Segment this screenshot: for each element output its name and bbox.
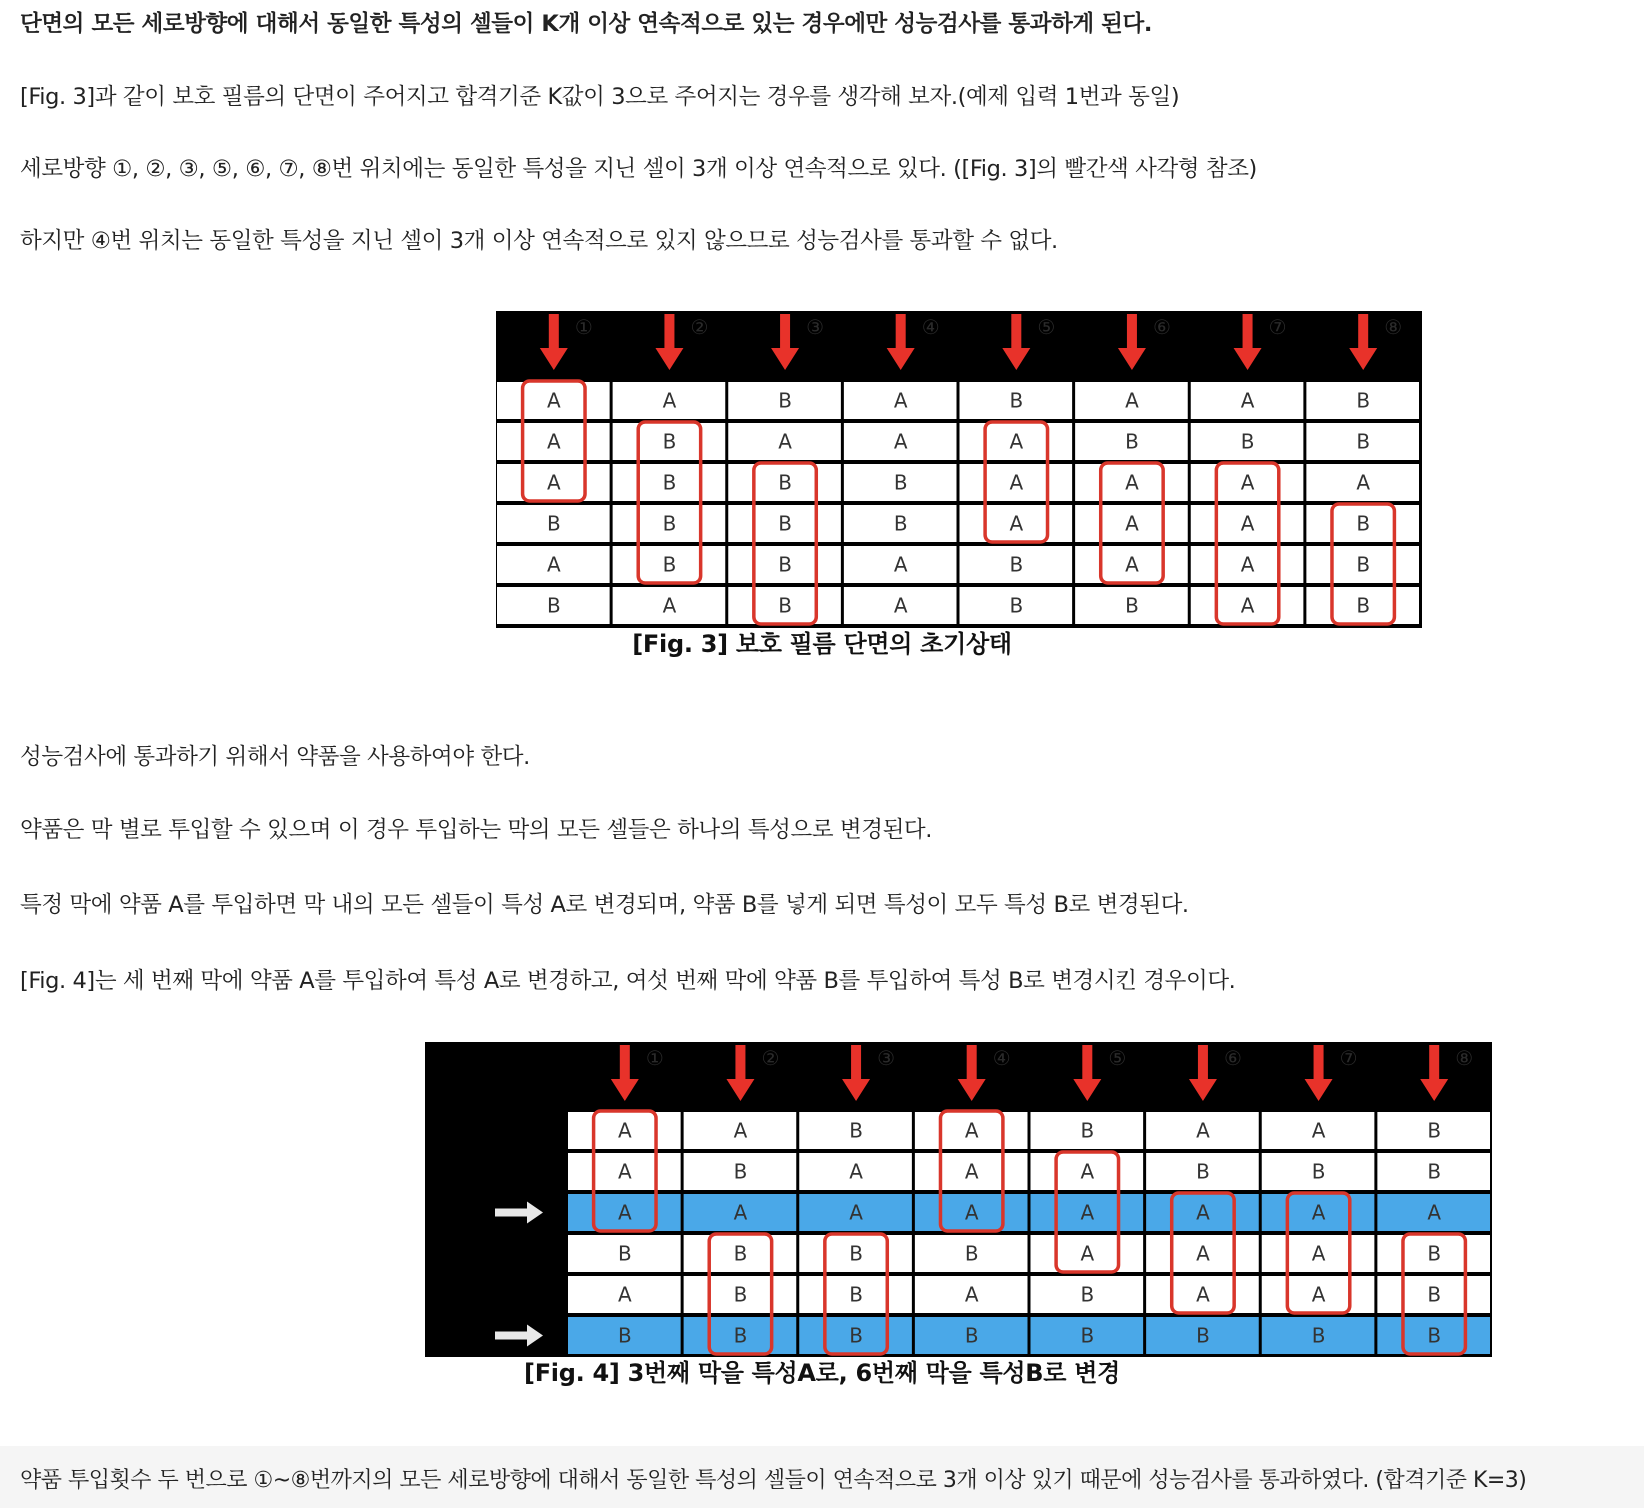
grid-cell-label: B bbox=[964, 1323, 979, 1348]
grid-cell-label: A bbox=[1125, 552, 1139, 577]
down-arrow-icon bbox=[540, 314, 568, 370]
column-marker-label: ⑥ bbox=[1152, 315, 1171, 339]
column-4-marker bbox=[958, 1045, 1011, 1101]
grid-cell-label: B bbox=[778, 511, 792, 536]
grid-cell-label: B bbox=[849, 1323, 863, 1348]
grid-cell-label: A bbox=[849, 1159, 863, 1184]
grid-cell-label: B bbox=[662, 511, 677, 536]
grid-cell-label: A bbox=[1311, 1118, 1326, 1143]
film-layer-row bbox=[497, 505, 1419, 542]
grid-cell-label: A bbox=[1240, 593, 1255, 618]
paragraph-chemical-layer: 약품은 막 별로 투입할 수 있으며 이 경우 투입하는 막의 모든 셀들은 하나의 특성으로 변경된다. bbox=[20, 817, 933, 843]
grid-cell-label: B bbox=[1009, 552, 1024, 577]
column-3-marker bbox=[771, 314, 824, 370]
grid-cell-label: B bbox=[1080, 1282, 1095, 1307]
down-arrow-icon bbox=[887, 314, 915, 370]
grid-cell-label: B bbox=[1009, 388, 1024, 413]
grid-cell-label: B bbox=[733, 1159, 748, 1184]
film-layer-row bbox=[568, 1235, 1490, 1272]
grid-cell-label: B bbox=[1311, 1323, 1326, 1348]
film-layer-row bbox=[497, 546, 1419, 583]
grid-cell-label: A bbox=[662, 388, 677, 413]
grid-cell-label: A bbox=[733, 1118, 748, 1143]
down-arrow-icon bbox=[655, 314, 683, 370]
grid-cell-label: A bbox=[733, 1200, 748, 1225]
grid-cell-label: A bbox=[1240, 470, 1255, 495]
grid-cell-label: B bbox=[1427, 1241, 1442, 1266]
film-layer-row bbox=[497, 587, 1419, 624]
grid-cell-label: B bbox=[849, 1282, 863, 1307]
down-arrow-icon bbox=[1305, 1045, 1333, 1101]
column-5-marker bbox=[1073, 1045, 1126, 1101]
column-7-marker bbox=[1234, 314, 1287, 370]
grid-cell-label: A bbox=[1240, 511, 1255, 536]
down-arrow-icon bbox=[726, 1045, 754, 1101]
down-arrow-icon bbox=[611, 1045, 639, 1101]
grid-cell-label: B bbox=[849, 1241, 863, 1266]
grid-cell-label: A bbox=[546, 552, 561, 577]
right-arrow-icon bbox=[495, 1202, 543, 1224]
column-7-marker bbox=[1305, 1045, 1358, 1101]
down-arrow-icon bbox=[1420, 1045, 1448, 1101]
down-arrow-icon bbox=[771, 314, 799, 370]
down-arrow-icon bbox=[1349, 314, 1377, 370]
film-layer-row bbox=[497, 423, 1419, 460]
grid-cell-label: A bbox=[546, 470, 561, 495]
grid-cell-label: B bbox=[893, 470, 908, 495]
film-layer-row bbox=[497, 464, 1419, 501]
column-marker-label: ⑧ bbox=[1455, 1046, 1474, 1070]
grid-cell-label: B bbox=[1080, 1118, 1095, 1143]
column-marker-label: ④ bbox=[992, 1046, 1011, 1070]
column-marker-label: ② bbox=[761, 1046, 780, 1070]
column-marker-label: ⑦ bbox=[1268, 315, 1287, 339]
grid-cell-label: A bbox=[1196, 1241, 1210, 1266]
grid-cell-label: A bbox=[1080, 1200, 1095, 1225]
grid-cell-label: A bbox=[546, 429, 561, 454]
column-6-marker bbox=[1189, 1045, 1242, 1101]
grid-cell-label: A bbox=[893, 388, 908, 413]
figure-3-caption: [Fig. 3] 보호 필름 단면의 초기상태 bbox=[632, 630, 1012, 658]
grid-cell-label: B bbox=[617, 1241, 632, 1266]
paragraph-chemical-effect: 특정 막에 약품 A를 투입하면 막 내의 모든 셀들이 특성 A로 변경되며, 약품 B를 넣게 되면 특성이 모두 특성 B로 변경된다. bbox=[20, 892, 1189, 918]
film-layer-row bbox=[568, 1317, 1490, 1354]
figure-3 bbox=[496, 311, 1422, 628]
grid-cell-label: A bbox=[1009, 470, 1024, 495]
grid-cell-label: A bbox=[1009, 511, 1024, 536]
column-5-marker bbox=[1002, 314, 1055, 370]
column-marker-label: ① bbox=[645, 1046, 664, 1070]
paragraph-pass-columns: 세로방향 ①, ②, ③, ⑤, ⑥, ⑦, ⑧번 위치에는 동일한 특성을 지닌 셀이 3개 이상 연속적으로 있다. ([Fig. 3]의 빨간색 사각형 참조) bbox=[20, 156, 1257, 182]
grid-cell-label: B bbox=[1427, 1159, 1442, 1184]
grid-cell-label: B bbox=[733, 1282, 748, 1307]
column-marker-label: ⑦ bbox=[1339, 1046, 1358, 1070]
column-3-marker bbox=[842, 1045, 895, 1101]
grid-cell-label: B bbox=[1356, 552, 1371, 577]
grid-cell-label: A bbox=[893, 552, 908, 577]
paragraph-fig4-description: [Fig. 4]는 세 번째 막에 약품 A를 투입하여 특성 A로 변경하고, 여섯 번째 막에 약품 B를 투입하여 특성 B로 변경시킨 경우이다. bbox=[20, 968, 1236, 994]
grid-cell-label: A bbox=[1196, 1118, 1210, 1143]
grid-cell-label: B bbox=[546, 593, 561, 618]
grid-cell-label: A bbox=[617, 1159, 632, 1184]
column-4-marker bbox=[887, 314, 940, 370]
grid-cell-label: B bbox=[849, 1118, 863, 1143]
grid-cell-label: A bbox=[1080, 1241, 1095, 1266]
grid-cell-label: A bbox=[964, 1118, 979, 1143]
grid-cell-label: B bbox=[778, 552, 792, 577]
column-8-marker bbox=[1349, 314, 1402, 370]
column-marker-label: ① bbox=[574, 315, 593, 339]
grid-cell-label: A bbox=[617, 1118, 632, 1143]
grid-cell-label: B bbox=[1009, 593, 1024, 618]
paragraph-chemical-intro: 성능검사에 통과하기 위해서 약품을 사용하여야 한다. bbox=[20, 744, 530, 770]
grid-cell-label: A bbox=[1311, 1200, 1326, 1225]
grid-cell-label: B bbox=[546, 511, 561, 536]
grid-cell-label: A bbox=[1356, 470, 1371, 495]
column-marker-label: ⑧ bbox=[1384, 315, 1403, 339]
column-2-marker bbox=[726, 1045, 779, 1101]
grid-cell-label: A bbox=[1009, 429, 1024, 454]
grid-cell-label: A bbox=[546, 388, 561, 413]
grid-cell-label: A bbox=[1311, 1282, 1326, 1307]
grid-cell-label: A bbox=[778, 429, 792, 454]
column-8-marker bbox=[1420, 1045, 1473, 1101]
grid-cell-label: A bbox=[1125, 388, 1139, 413]
grid-cell-label: A bbox=[1196, 1282, 1210, 1307]
grid-cell-label: A bbox=[1196, 1200, 1210, 1225]
grid-cell-label: A bbox=[1240, 552, 1255, 577]
grid-cell-label: B bbox=[778, 388, 792, 413]
grid-cell-label: A bbox=[662, 593, 677, 618]
down-arrow-icon bbox=[1234, 314, 1262, 370]
paragraph-conclusion: 약품 투입횟수 두 번으로 ①~⑧번까지의 모든 세로방향에 대해서 동일한 특성의 셀들이 연속적으로 3개 이상 있기 때문에 성능검사를 통과하였다. (합격기준 K=3) bbox=[20, 1468, 1527, 1493]
grid-cell-label: B bbox=[1427, 1323, 1442, 1348]
film-layer-row bbox=[497, 382, 1419, 419]
grid-cell-label: B bbox=[1356, 593, 1371, 618]
grid-cell-label: A bbox=[1080, 1159, 1095, 1184]
column-2-marker bbox=[655, 314, 708, 370]
grid-cell-label: B bbox=[1080, 1323, 1095, 1348]
film-layer-row bbox=[568, 1276, 1490, 1313]
grid-cell-label: B bbox=[1240, 429, 1255, 454]
grid-cell-label: B bbox=[1427, 1118, 1442, 1143]
grid-cell-label: B bbox=[662, 470, 677, 495]
grid-cell-label: A bbox=[617, 1200, 632, 1225]
grid-cell-label: A bbox=[1125, 470, 1139, 495]
film-layer-row bbox=[568, 1153, 1490, 1190]
paragraph-intro: 단면의 모든 세로방향에 대해서 동일한 특성의 셀들이 K개 이상 연속적으로 있는 경우에만 성능검사를 통과하게 된다. bbox=[20, 11, 1152, 37]
grid-cell-label: B bbox=[662, 552, 677, 577]
grid-cell-label: A bbox=[849, 1200, 863, 1225]
figure-4-caption: [Fig. 4] 3번째 막을 특성A로, 6번째 막을 특성B로 변경 bbox=[524, 1359, 1120, 1387]
column-6-marker bbox=[1118, 314, 1171, 370]
grid-cell-label: A bbox=[893, 429, 908, 454]
column-1-marker bbox=[611, 1045, 664, 1101]
column-marker-label: ③ bbox=[806, 315, 825, 339]
grid-cell-label: B bbox=[1196, 1323, 1210, 1348]
down-arrow-icon bbox=[1118, 314, 1146, 370]
column-1-marker bbox=[540, 314, 593, 370]
grid-cell-label: B bbox=[1427, 1282, 1442, 1307]
down-arrow-icon bbox=[1002, 314, 1030, 370]
grid-cell-label: B bbox=[1311, 1159, 1326, 1184]
grid-cell-label: B bbox=[1196, 1159, 1210, 1184]
grid-cell-label: B bbox=[662, 429, 677, 454]
down-arrow-icon bbox=[1073, 1045, 1101, 1101]
paragraph-fail-column: 하지만 ④번 위치는 동일한 특성을 지닌 셀이 3개 이상 연속적으로 있지 않으므로 성능검사를 통과할 수 없다. bbox=[20, 228, 1058, 254]
column-marker-label: ③ bbox=[877, 1046, 896, 1070]
right-arrow-icon bbox=[495, 1325, 543, 1347]
column-marker-label: ⑥ bbox=[1223, 1046, 1242, 1070]
grid-cell-label: B bbox=[733, 1241, 748, 1266]
grid-cell-label: B bbox=[778, 470, 792, 495]
grid-cell-label: A bbox=[964, 1159, 979, 1184]
column-marker-label: ④ bbox=[921, 315, 940, 339]
grid-cell-label: A bbox=[1427, 1200, 1442, 1225]
grid-cell-label: A bbox=[893, 593, 908, 618]
column-marker-label: ⑤ bbox=[1037, 315, 1056, 339]
grid-cell-label: A bbox=[964, 1200, 979, 1225]
grid-cell-label: B bbox=[733, 1323, 748, 1348]
grid-cell-label: B bbox=[1356, 511, 1371, 536]
film-layer-row bbox=[568, 1112, 1490, 1149]
down-arrow-icon bbox=[842, 1045, 870, 1101]
down-arrow-icon bbox=[1189, 1045, 1217, 1101]
grid-cell-label: A bbox=[1311, 1241, 1326, 1266]
grid-cell-label: A bbox=[1240, 388, 1255, 413]
figure-4 bbox=[425, 1042, 1492, 1357]
down-arrow-icon bbox=[958, 1045, 986, 1101]
grid-cell-label: A bbox=[964, 1282, 979, 1307]
grid-cell-label: B bbox=[1125, 593, 1139, 618]
grid-cell-label: B bbox=[1356, 429, 1371, 454]
film-layer-row bbox=[568, 1194, 1490, 1231]
grid-cell-label: B bbox=[617, 1323, 632, 1348]
column-marker-label: ② bbox=[690, 315, 709, 339]
grid-cell-label: B bbox=[964, 1241, 979, 1266]
grid-cell-label: B bbox=[778, 593, 792, 618]
grid-cell-label: A bbox=[1125, 511, 1139, 536]
grid-cell-label: B bbox=[893, 511, 908, 536]
column-marker-label: ⑤ bbox=[1108, 1046, 1127, 1070]
grid-cell-label: B bbox=[1125, 429, 1139, 454]
grid-cell-label: B bbox=[1356, 388, 1371, 413]
paragraph-example: [Fig. 3]과 같이 보호 필름의 단면이 주어지고 합격기준 K값이 3으로 주어지는 경우를 생각해 보자.(예제 입력 1번과 동일) bbox=[20, 84, 1180, 110]
grid-cell-label: A bbox=[617, 1282, 632, 1307]
